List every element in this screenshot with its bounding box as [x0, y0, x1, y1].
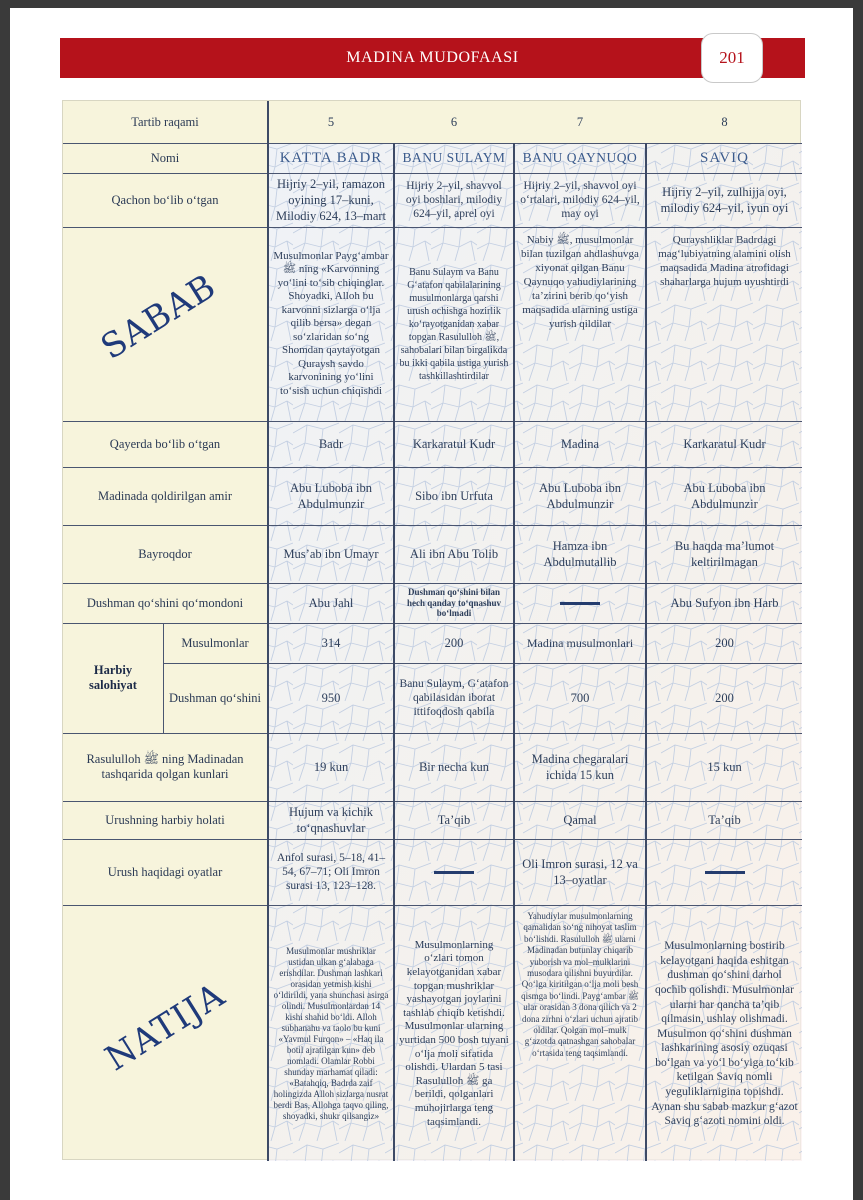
dash-mark — [705, 871, 745, 874]
col-amir: Abu Luboba ibn Abdulmunzir — [683, 481, 766, 511]
row-label-bayroqdor: Bayroqdor — [138, 546, 192, 561]
col-holat: Hujum va kichik to‘qnashuvlar — [288, 805, 373, 835]
col-bayroqdor: Bu haqda ma’lumot keltirilmagan — [674, 539, 775, 569]
row-label-oyatlar: Urush haqidagi oyatlar — [107, 864, 223, 879]
comparison-table — [62, 100, 801, 1160]
col-qomondon: Dushman qo‘shini bilan hech qanday to‘qnashuv bo‘lmadi — [406, 587, 502, 619]
col-oyatlar: Oli Imron surasi, 12 va 13–oyatlar — [522, 857, 638, 887]
col-natija: Yahudiylar musulmonlarning qamalidan so‘ng nihoyat taslim bo‘lishdi. Rasululloh ﷺ ularni Madinadan butunlay chiqarib yuborish va mol–mulklarini musodara qilishni buyurdilar. Qo‘lga kiritilgan o‘lja moli besh qismga bo‘lindi. Payg‘ambar ﷺ ular orasidan 3 dona qilich va 2 dona zirhni o‘zlari uchun ajratib oldilar. Qolgan mol–mulk g‘azotda qatnashgan sahobalar o‘rtasida teng taqsimlandi. — [521, 911, 639, 1058]
col-sabab: Banu Sulaym va Banu G‘atafon qabilalarining musulmonlarga qarshi urush ochishga hozirlik ko‘rayotganidan xabar topgan Rasululloh ﷺ, sahobalari bilan birgalikda bu ikki qabila ustiga yurish tashkillashtirdilar — [399, 266, 509, 382]
col-dushman: 700 — [570, 691, 590, 705]
col-nomi: SAVIQ — [700, 149, 749, 166]
col-sabab: Qurayshliklar Badrdagi mag‘lubiyatning alamini olish maqsadida Madina atrofidagi shaharlarga hujum uyushtirdi — [658, 234, 791, 288]
col-musulmonlar: 314 — [321, 636, 341, 650]
row-label-kunlar: Rasululloh ﷺ ning Madinadan tashqarida qolgan kunlari — [86, 752, 244, 781]
col-dushman: Banu Sulaym, G‘atafon qabilasidan iborat ittifoqdosh qabila — [399, 678, 509, 718]
row-label-tartib: Tartib raqami — [131, 114, 199, 129]
row-label-qayerda: Qayerda bo‘lib o‘tgan — [109, 436, 221, 451]
col-dushman: 200 — [715, 691, 734, 705]
col-tartib: 8 — [721, 115, 728, 129]
col-kunlar: Bir necha kun — [418, 760, 490, 774]
col-qayerda: Karkaratul Kudr — [683, 437, 766, 451]
col-bayroqdor: Hamza ibn Abdulmutallib — [543, 539, 617, 569]
page — [10, 8, 853, 1200]
col-amir: Abu Luboba ibn Abdulmunzir — [539, 481, 621, 511]
col-sabab: Nabiy ﷺ, musulmonlar bilan tuzilgan ahdlashuvga xiyonat qilgan Banu Qaynuqo yahudiylarining ta’zirini berib qo‘yish maqsadida ularning ustiga yurish qildilar — [521, 234, 639, 330]
col-qayerda: Karkaratul Kudr — [412, 437, 496, 451]
col-qachon: Hijriy 2–yil, shavvol oyi boshlari, milodiy 624–yil, aprel oyi — [405, 180, 503, 220]
col-qachon: Hijriy 2–yil, ramazon oyining 17–kuni, Milodiy 624, 13–mart — [275, 177, 387, 223]
col-dushman: 950 — [321, 691, 341, 705]
natija-heading: NATIJA — [98, 974, 233, 1080]
col-natija: Musulmonlar mushriklar ustidan ulkan g‘alabaga erishdilar. Dushman lashkari orasidan yetmish kishi o‘ldirildi, yana shunchasi asirga olindi. Musulmonlardan 14 kishi shahid bo‘ldi. Alloh subhanahu va taolo bu kuni «Yavmul Furqon» – «Haq ila botil ajratilgan kun» deb nomladi. Olamlar Robbi shunday marhamat qiladi: «Batahqiq, Badrda zaif holingizda Alloh sizlarga nusrat berdi Bas, Allohga taqvo qiling, shoyadki, shukr qilsangiz» — [273, 946, 389, 1121]
col-holat: Ta’qib — [437, 813, 471, 827]
col-kunlar: 15 kun — [707, 760, 742, 774]
row-label-nomi: Nomi — [150, 150, 180, 165]
header-bar — [60, 38, 805, 78]
row-label-qomondon: Dushman qo‘shini qo‘mondoni — [86, 595, 244, 610]
col-qachon: Hijriy 2–yil, shavvol oyi o‘rtalari, milodiy 624–yil, may oyi — [520, 180, 640, 220]
col-kunlar: 19 kun — [313, 760, 349, 774]
col-oyatlar: Anfol surasi, 5–18, 41–54, 67–71; Oli Imron surasi 13, 123–128. — [276, 852, 386, 892]
row-label-holat: Urushning harbiy holati — [105, 812, 225, 827]
col-amir: Abu Luboba ibn Abdulmunzir — [290, 481, 372, 511]
col-qayerda: Madina — [560, 437, 600, 451]
col-oyatlar-dash — [647, 839, 802, 905]
col-qomondon-dash — [515, 583, 645, 623]
col-natija: Musulmonlarning bostirib kelayotgani haqida eshitgan dushman qo‘shini darhol qochib qolishdi. Musulmonlar ularni har qancha ta’qib qilmasin, ushlay olishmadi. Musulmon qo‘shini dushman lashkarining asosiy ozuqasi bo‘lgan va yo‘l bo‘yiga to‘kib ketilgan Saviq nomli yeguliklarnigina topishdi. Aynan shu sabab mazkur g‘azot Saviq g‘azoti nomini oldi. — [651, 940, 798, 1128]
row-label-harbiy: Harbiy salohiyat — [89, 663, 137, 692]
col-qayerda: Badr — [318, 437, 344, 451]
col-nomi: BANU QAYNUQO — [522, 150, 638, 165]
col-nomi: BANU SULAYM — [402, 150, 506, 165]
col-qomondon: Abu Sufyon ibn Harb — [670, 596, 779, 610]
dash-mark — [560, 602, 600, 605]
row-label-musulmonlar: Musulmonlar — [181, 635, 249, 650]
row-label-amir: Madinada qoldirilgan amir — [98, 488, 232, 503]
col-bayroqdor: Mus’ab ibn Umayr — [283, 547, 379, 561]
rule — [63, 905, 802, 906]
row-label-dushman: Dushman qo‘shini — [169, 690, 262, 705]
page-number: 201 — [701, 33, 763, 83]
page-title: MADINA MUDOFAASI — [346, 49, 519, 66]
col-musulmonlar: Madina musulmonlari — [526, 636, 634, 650]
col-qomondon: Abu Jahl — [308, 596, 354, 610]
col-oyatlar-dash — [395, 839, 513, 905]
col-bayroqdor: Ali ibn Abu Tolib — [409, 547, 499, 561]
col-tartib: 7 — [576, 115, 584, 129]
row-label-qachon: Qachon bo‘lib o‘tgan — [111, 192, 219, 207]
col-nomi: KATTA BADR — [279, 149, 383, 166]
col-tartib: 5 — [327, 115, 335, 129]
col-musulmonlar: 200 — [444, 636, 464, 650]
col-sabab: Musulmonlar Payg‘ambar ﷺ ning «Karvonning yo‘lini to‘sib chiqinglar. Shoyadki, Alloh bu karvonni sizlarga o‘lja qilib bersa» degan so‘zlaridan so‘ng Shomdan qaytayotgan Quraysh savdo karvonining yo‘lini to‘sish uchun chiqishdi — [273, 249, 389, 397]
col-natija: Musulmonlarning o‘zlari tomon kelayotganidan xabar topgan mushriklar yashayotgan joylarini tashlab chiqib ketishdi. Musulmonlar ularning yurtidan 500 bosh tuyani o‘lja moli sifatida olishdi. Ulardan 5 tasi Rasululloh ﷺ ga berildi, qolganlari muhojirlarga teng taqsimlandi. — [399, 938, 509, 1128]
col-kunlar: Madina chegaralari ichida 15 kun — [531, 752, 629, 782]
dash-mark — [434, 871, 474, 874]
col-musulmonlar: 200 — [715, 636, 734, 650]
col-holat: Ta’qib — [708, 813, 741, 827]
col-holat: Qamal — [563, 813, 597, 827]
col-tartib: 6 — [450, 115, 458, 129]
sabab-heading: SABAB — [94, 266, 224, 368]
col-amir: Sibo ibn Urfuta — [415, 489, 493, 503]
col-qachon: Hijriy 2–yil, zulhijja oyi, milodiy 624–yil, iyun oyi — [660, 185, 789, 215]
